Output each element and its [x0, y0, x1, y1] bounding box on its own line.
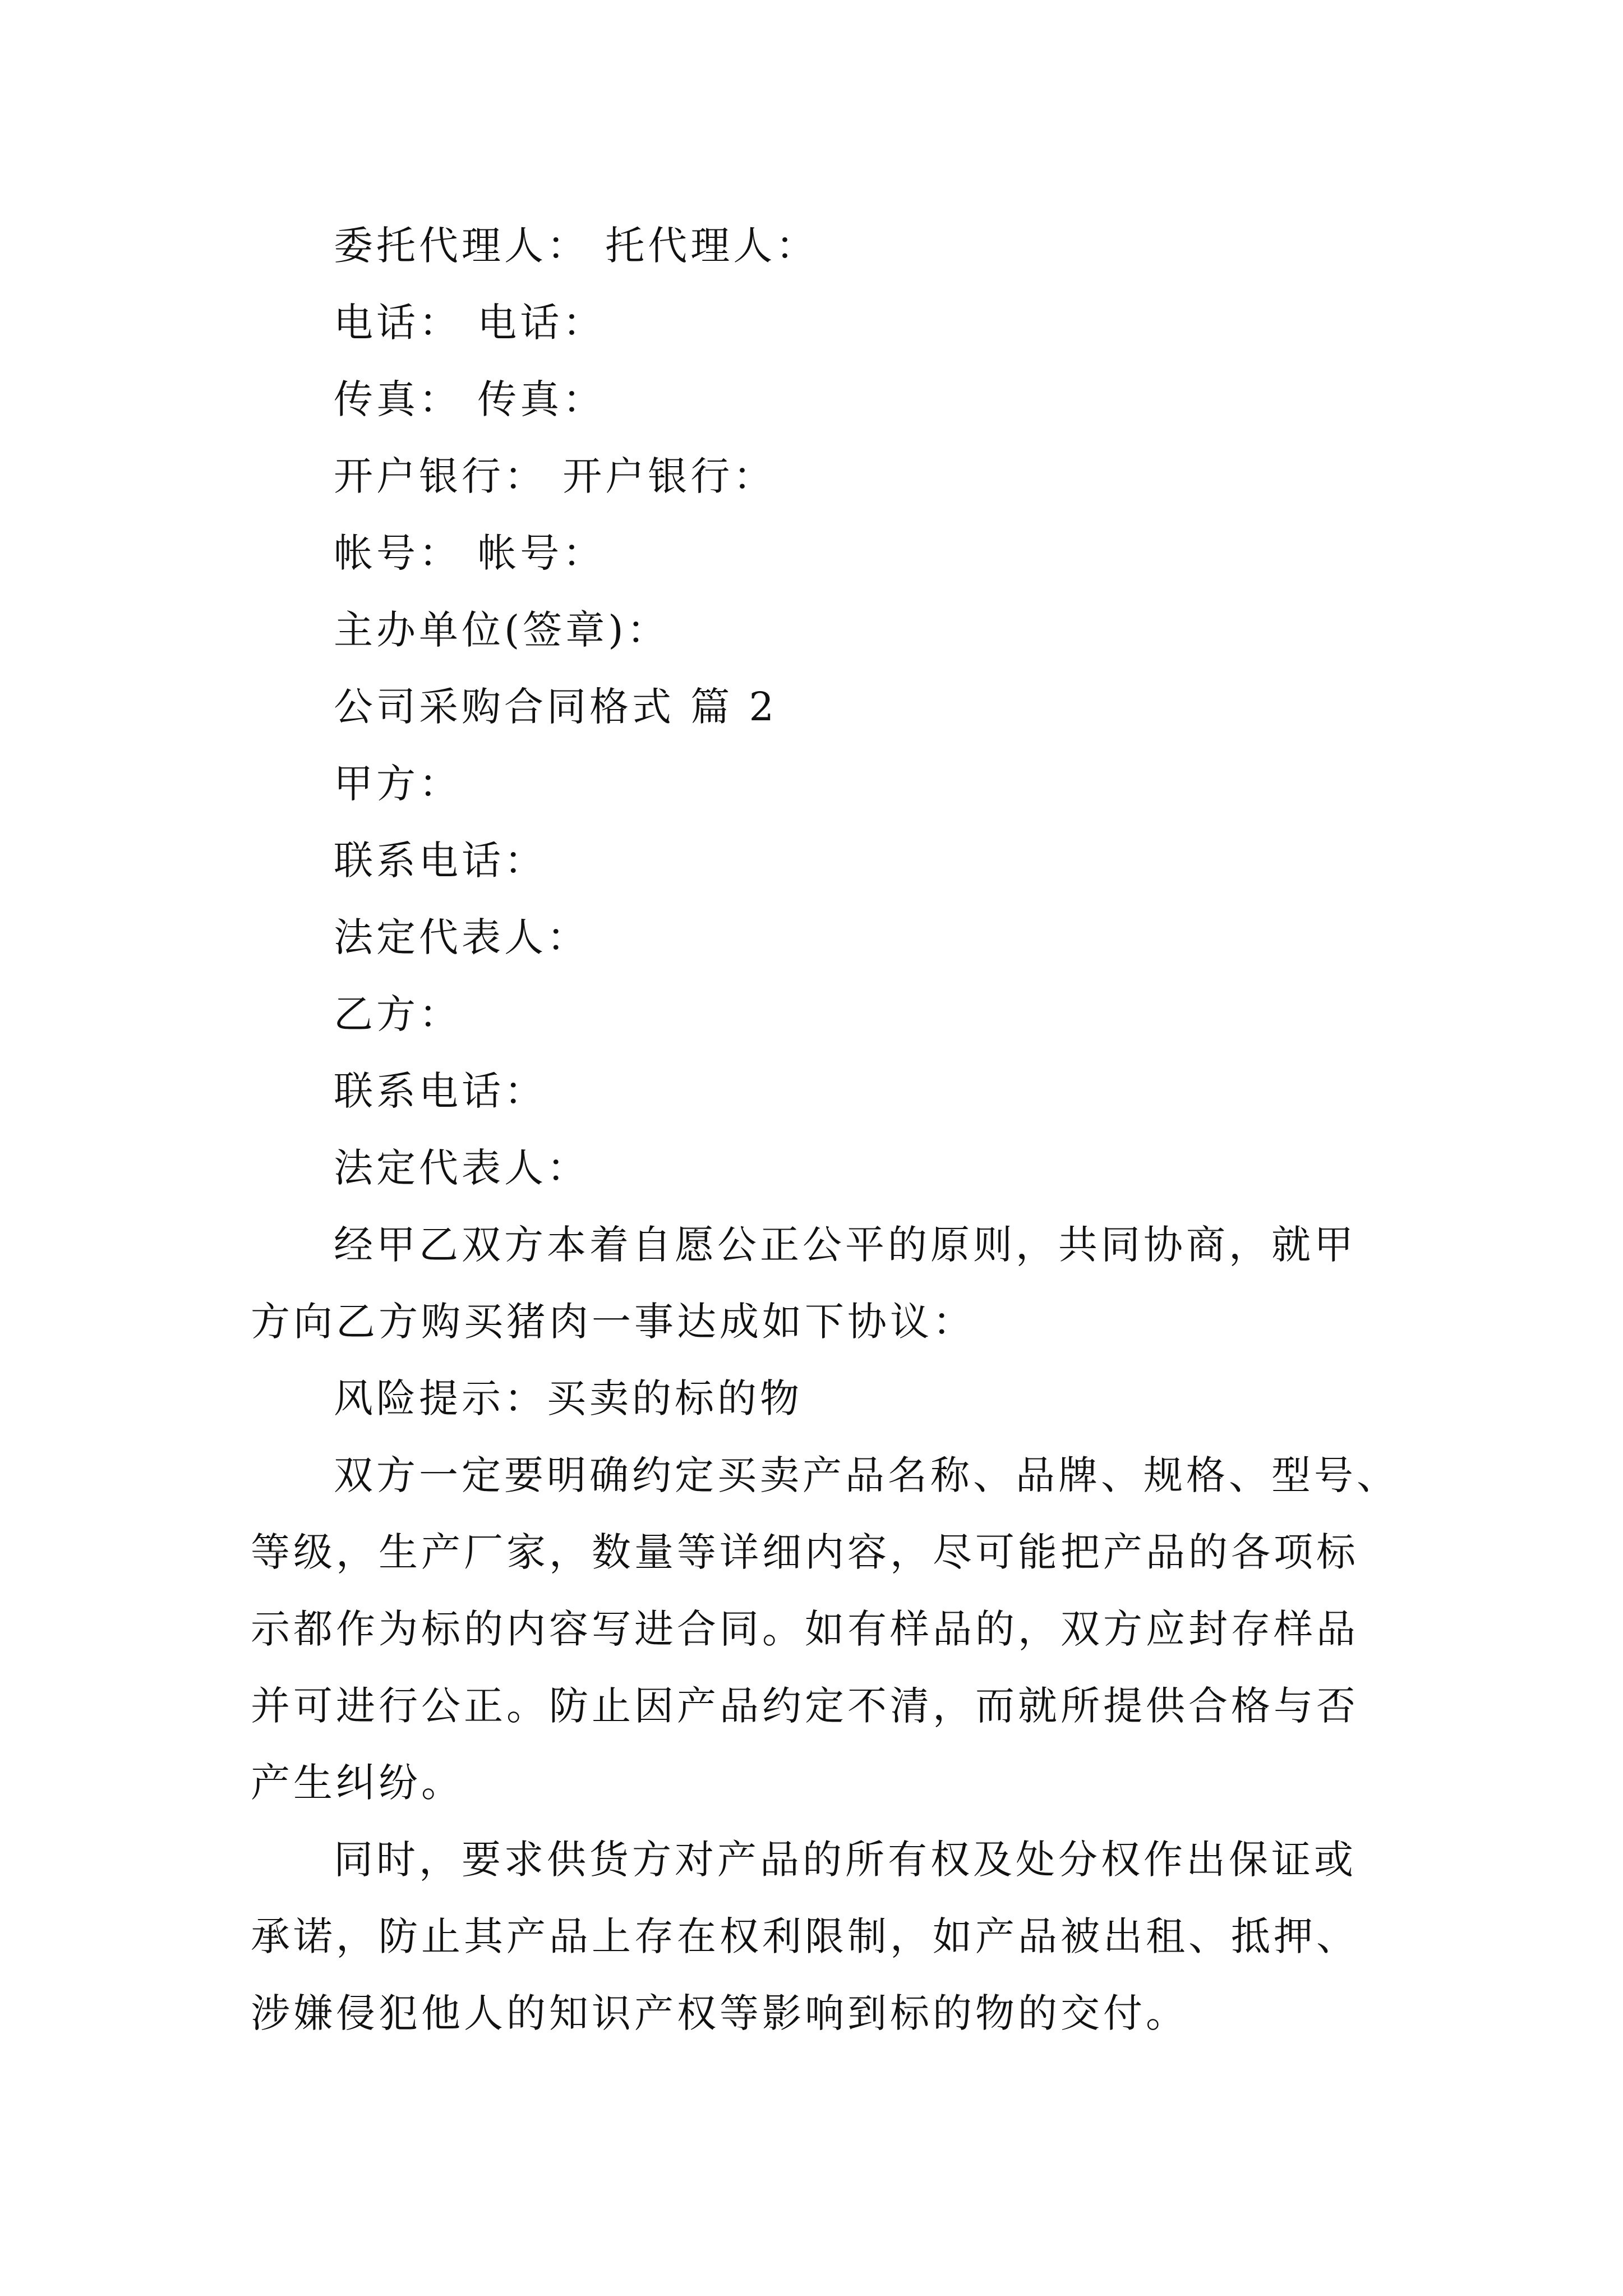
party-a-representative-line: 法定代表人： — [334, 914, 589, 960]
paragraph-line: 承诺，防止其产品上存在权利限制，如产品被出租、抵押、 — [251, 1913, 1359, 1959]
risk-notice-paragraph — [251, 1360, 1389, 1437]
paragraph-line: 涉嫌侵犯他人的知识产权等影响到标的物的交付。 — [251, 1990, 1188, 2036]
section-heading: 公司采购合同格式 篇 2 — [334, 684, 778, 730]
party-b-line: 乙方： — [334, 991, 462, 1037]
fax-line: 传真： 传真： — [334, 376, 606, 422]
organizer-seal-line: 主办单位(签章)： — [334, 607, 670, 653]
paragraph-line: 双方一定要明确约定买卖产品名称、品牌、规格、型号、 — [334, 1452, 1399, 1498]
subject-matter-paragraph — [251, 1437, 1399, 1821]
paragraph-line: 示都作为标的内容写进合同。如有样品的，双方应封存样品 — [251, 1606, 1359, 1652]
paragraph-line: 并可进行公正。防止因产品约定不清，而就所提供合格与否 — [251, 1683, 1359, 1729]
party-b-representative-line: 法定代表人： — [334, 1145, 589, 1191]
paragraph-line: 产生纠纷。 — [251, 1760, 464, 1806]
agreement-intro-paragraph — [251, 1207, 1389, 1360]
account-line: 帐号： 帐号： — [334, 530, 606, 576]
paragraph-line: 同时，要求供货方对产品的所有权及处分权作出保证或 — [334, 1837, 1357, 1883]
bank-line: 开户银行： 开户银行： — [334, 453, 776, 499]
document-body — [251, 208, 1399, 2052]
party-b-phone-line: 联系电话： — [334, 1068, 547, 1114]
agent-line: 委托代理人： 托代理人： — [334, 223, 819, 269]
paragraph-line: 风险提示：买卖的标的物 — [334, 1375, 803, 1421]
party-a-phone-line: 联系电话： — [334, 838, 547, 884]
paragraph-line: 方向乙方购买猪肉一事达成如下协议： — [251, 1299, 975, 1345]
ownership-guarantee-paragraph — [251, 1821, 1389, 2052]
phone-line: 电话： 电话： — [334, 300, 606, 346]
paragraph-line: 经甲乙双方本着自愿公正公平的原则，共同协商，就甲 — [334, 1222, 1357, 1268]
paragraph-line: 等级，生产厂家，数量等详细内容，尽可能把产品的各项标 — [251, 1529, 1359, 1575]
party-a-line: 甲方： — [334, 761, 462, 807]
